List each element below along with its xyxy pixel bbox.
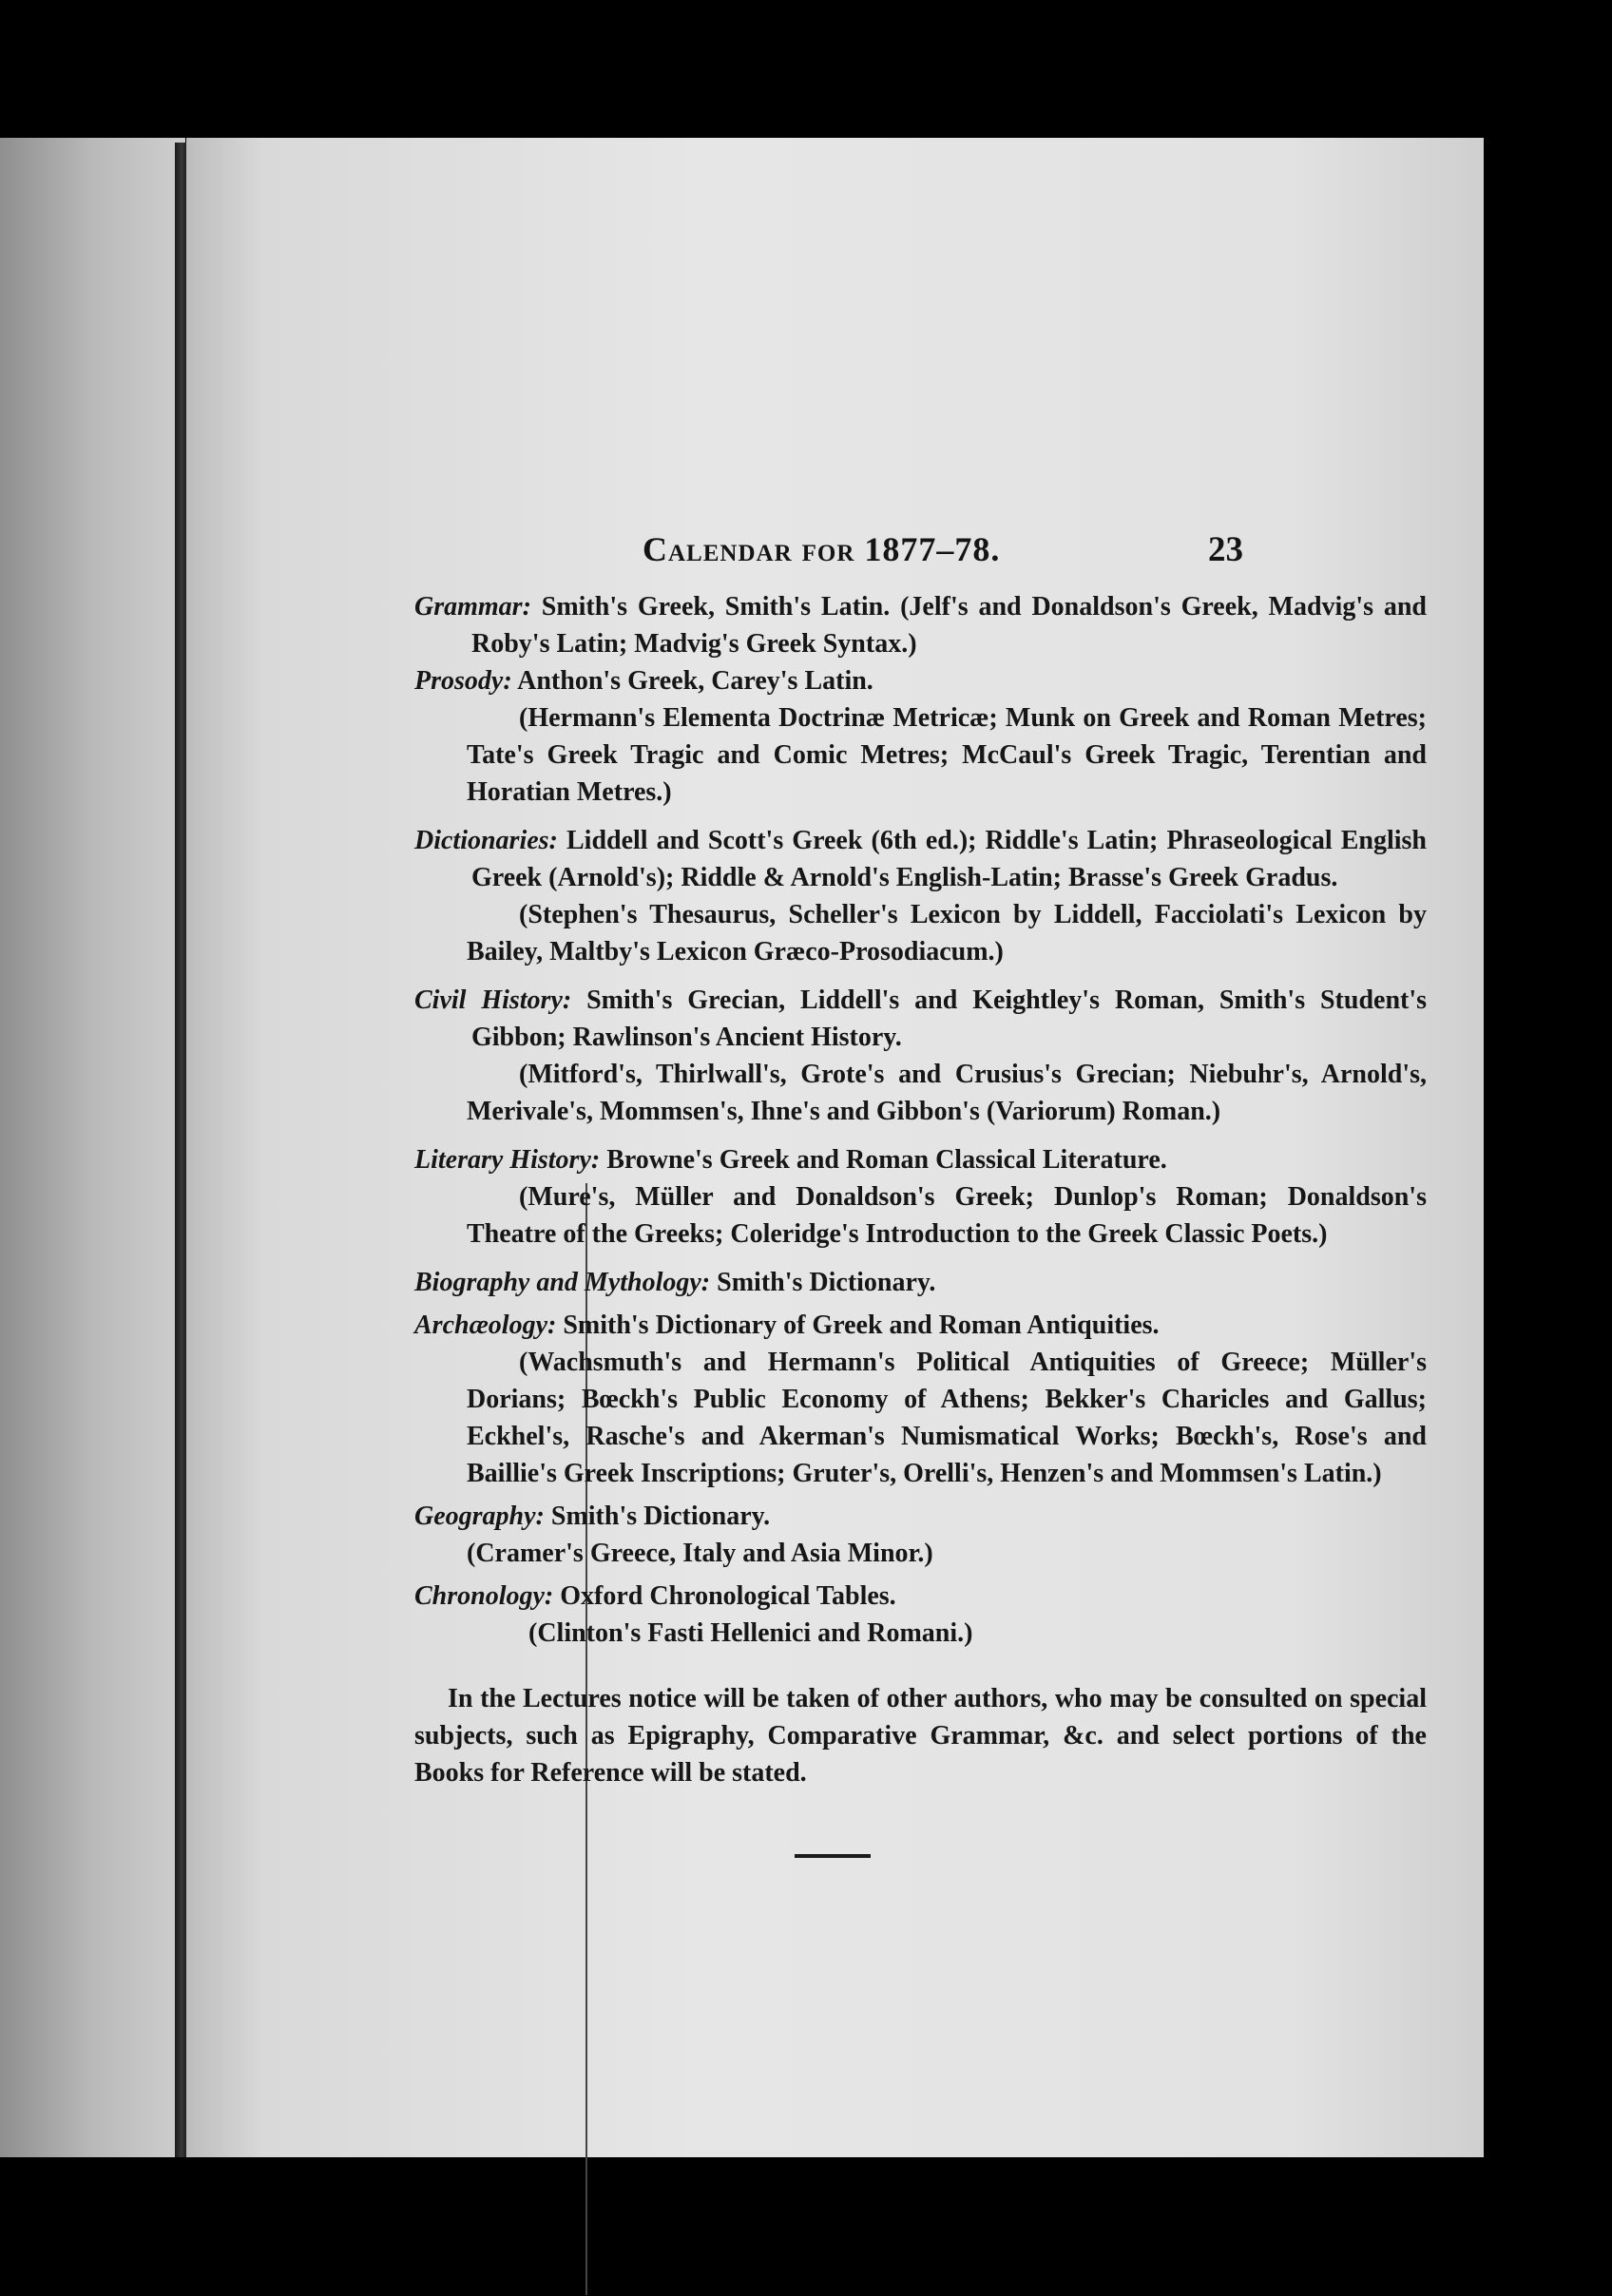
entry-text: Oxford Chronological Tables. — [560, 1581, 896, 1611]
entry-text: Anthon's Greek, Carey's Latin. — [517, 666, 873, 696]
entry-label: Civil History: — [414, 985, 572, 1015]
entry-text: Smith's Dictionary. — [550, 1502, 771, 1531]
entry-references: (Cramer's Greece, Italy and Asia Minor.) — [467, 1539, 933, 1568]
page-header — [186, 529, 1484, 573]
entry-grammar — [414, 588, 1427, 662]
entry-text: Liddell and Scott's Greek (6th ed.); Riddle's Latin; Phraseological English Greek (Arnold's); Riddle & Arnold's English-Latin; Brasse's Greek Gradus. — [471, 826, 1427, 892]
entry-label: Archæology: — [414, 1311, 557, 1340]
entry-label: Prosody: — [414, 666, 512, 696]
entry-label: Biography and Mythology: — [414, 1268, 711, 1297]
page-number: 23 — [1208, 530, 1243, 569]
entry-civil-history — [414, 982, 1427, 1056]
entry-text: Smith's Greek, Smith's Latin. (Jelf's and Donaldson's Greek, Madvig's and Roby's Latin; Madvig's Greek Syntax.) — [471, 592, 1427, 659]
entry-text: Smith's Dictionary of Greek and Roman Antiquities. — [563, 1311, 1160, 1340]
entry-label: Chronology: — [414, 1581, 554, 1611]
entry-literary-history — [414, 1141, 1427, 1178]
entry-chronology — [414, 1578, 1427, 1615]
entry-text: Browne's Greek and Roman Classical Literature. — [606, 1145, 1167, 1175]
entry-references: (Mitford's, Thirlwall's, Grote's and Crusius's Grecian; Niebuhr's, Arnold's, Merivale's, Mommsen's, Ihne's and Gibbon's (Variorum) Roman.) — [467, 1060, 1427, 1126]
entry-references: (Hermann's Elementa Doctrinæ Metricæ; Munk on Greek and Roman Metres; Tate's Greek Tragic and Comic Metres; McCaul's Greek Tragic, Terentian and Horatian Metres.) — [467, 703, 1427, 807]
entry-geography — [414, 1498, 1427, 1535]
entry-references: (Wachsmuth's and Hermann's Political Antiquities of Greece; Müller's Dorians; Bœckh's Public Economy of Athens; Bekker's Charicles and Gallus; Eckhel's, Rasche's and Akerman's Numismatical Works; Bœckh's, Rose's and Baillie's Greek Inscriptions; Gruter's, Orelli's, Henzen's and Mommsen's Latin.) — [467, 1348, 1427, 1488]
running-head: Calendar for 1877–78. — [643, 530, 1001, 568]
page-body — [414, 588, 1427, 1818]
book-page — [186, 138, 1484, 2157]
entry-label: Geography: — [414, 1502, 545, 1531]
entry-references: (Clinton's Fasti Hellenici and Romani.) — [528, 1618, 973, 1648]
entry-text: Smith's Dictionary. — [717, 1268, 936, 1297]
entry-text: Smith's Grecian, Liddell's and Keightley's Roman, Smith's Student's Gibbon; Rawlinson's Ancient History. — [471, 985, 1428, 1052]
entry-biography-mythology — [414, 1264, 1427, 1301]
closing-paragraph: In the Lectures notice will be taken of other authors, who may be consulted on special subjects, such as Epigraphy, Comparative Grammar, &c. and select portions of the Books for Reference will be stated. — [414, 1684, 1427, 1788]
entry-archaeology — [414, 1307, 1427, 1344]
entry-references: (Mure's, Müller and Donaldson's Greek; Dunlop's Roman; Donaldson's Theatre of the Greeks; Coleridge's Introduction to the Greek Classic Poets.) — [467, 1182, 1427, 1249]
entry-label: Dictionaries: — [414, 826, 558, 855]
entry-label: Literary History: — [414, 1145, 601, 1175]
entry-prosody — [414, 662, 1427, 699]
section-divider — [795, 1854, 871, 1858]
entry-label: Grammar: — [414, 592, 531, 622]
entry-references: (Stephen's Thesaurus, Scheller's Lexicon by Liddell, Facciolati's Lexicon by Bailey, Maltby's Lexicon Græco-Prosodiacum.) — [467, 900, 1427, 966]
entry-dictionaries — [414, 822, 1427, 896]
facing-page-edge — [0, 138, 185, 2157]
